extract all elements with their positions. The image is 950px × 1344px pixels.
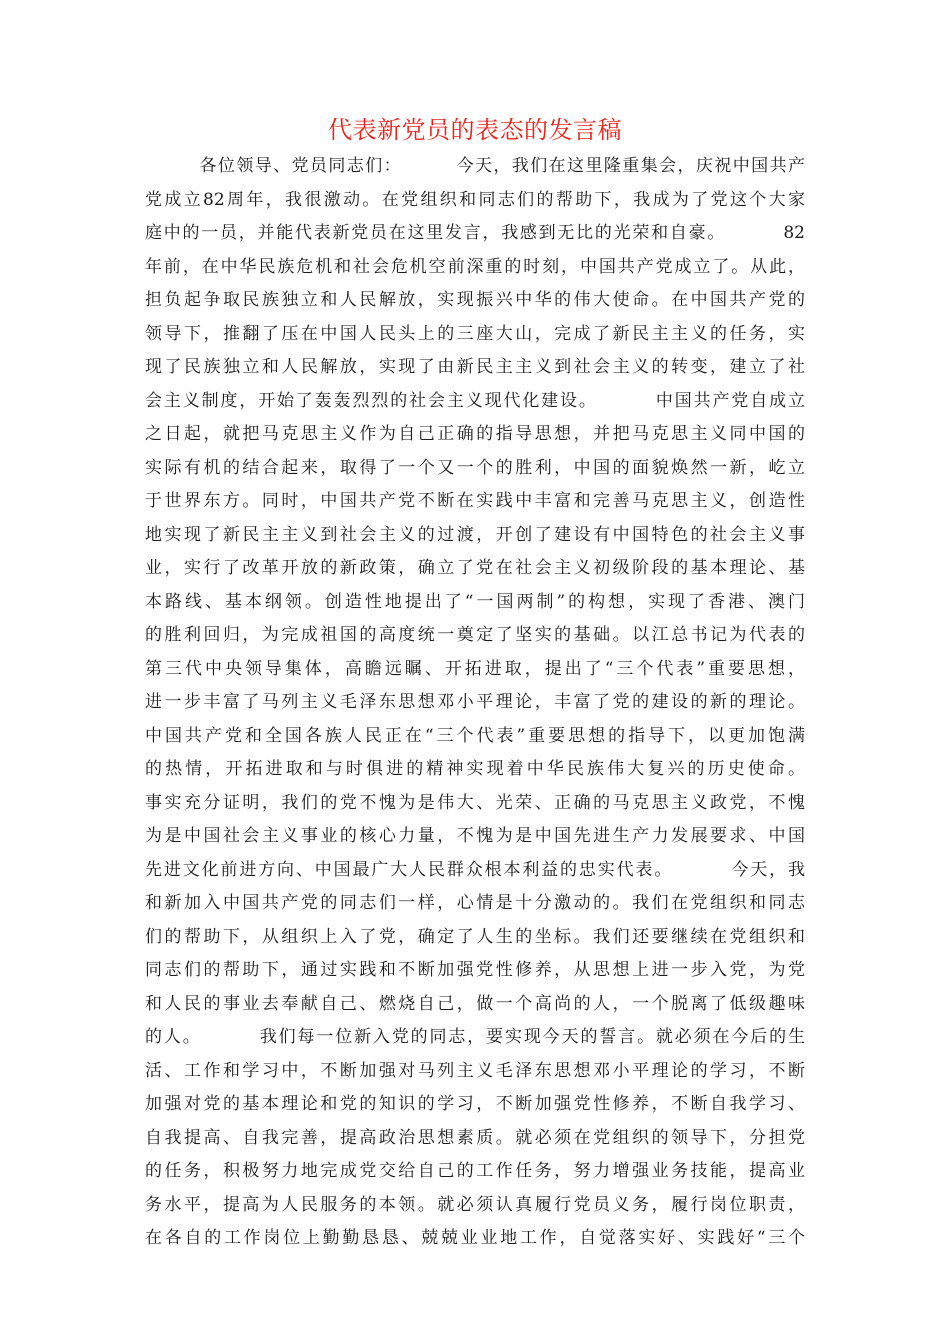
body-line: 各位领导、党员同志们： 今天，我们在这里隆重集会，庆祝中国共产 [145,156,805,176]
body-line: 和新加入中国共产党的同志们一样，心情是十分激动的。我们在党组织和同志 [145,893,805,913]
body-line: 为是中国社会主义事业的核心力量，不愧为是中国先进生产力发展要求、中国 [145,826,805,846]
body-line: 在各自的工作岗位上勤勤恳恳、兢兢业业地工作，自觉落实好、实践好“三个 [145,1228,805,1248]
body-line: 进一步丰富了马列主义毛泽东思想邓小平理论，丰富了党的建设的新的理论。 [145,692,805,712]
body-line: 会主义制度，开始了轰轰烈烈的社会主义现代化建设。 中国共产党自成立 [145,390,805,411]
body-line: 于世界东方。同时，中国共产党不断在实践中丰富和完善马克思主义，创造性 [145,491,805,511]
body-line: 之日起，就把马克思主义作为自己正确的指导思想，并把马克思主义同中国的 [145,424,805,444]
body-line: 现了民族独立和人民解放，实现了由新民主主义到社会主义的转变，建立了社 [145,357,805,377]
body-line: 的热情，开拓进取和与时俱进的精神实现着中华民族伟大复兴的历史使命。 [145,759,805,779]
body-line: 第三代中央领导集体，高瞻远瞩、开拓进取，提出了“三个代表”重要思想， [145,658,805,679]
body-line: 务水平，提高为人民服务的本领。就必须认真履行党员义务，履行岗位职责， [145,1194,805,1215]
body-line: 同志们的帮助下，通过实践和不断加强党性修养，从思想上进一步入党，为党 [145,960,805,980]
body-line: 自我提高、自我完善，提高政治思想素质。就必须在党组织的领导下，分担党 [145,1127,805,1148]
body-line: 加强对党的基本理论和党的知识的学习，不断加强党性修养，不断自我学习、 [145,1094,805,1114]
body-line: 领导下，推翻了压在中国人民头上的三座大山，完成了新民主主义的任务，实 [145,323,805,344]
body-line: 的胜利回归，为完成祖国的高度统一奠定了坚实的基础。以江总书记为代表的 [145,625,805,645]
body-line: 担负起争取民族独立和人民解放，实现振兴中华的伟大使命。在中国共产党的 [145,290,805,310]
body-line: 中国共产党和全国各族人民正在“三个代表”重要思想的指导下，以更加饱满 [145,725,805,746]
body-line: 实际有机的结合起来，取得了一个又一个的胜利，中国的面貌焕然一新，屹立 [145,457,805,478]
body-line: 的人。 我们每一位新入党的同志，要实现今天的誓言。就必须在今后的生 [145,1027,805,1047]
body-line: 们的帮助下，从组织上入了党，确定了人生的坐标。我们还要继续在党组织和 [145,926,805,947]
body-line: 事实充分证明，我们的党不愧为是伟大、光荣、正确的马克思主义政党，不愧 [145,792,805,813]
document-title: 代表新党员的表态的发言稿 [328,116,622,144]
body-line: 业，实行了改革开放的新政策，确立了党在社会主义初级阶段的基本理论、基 [145,558,805,578]
body-line: 党成立82周年，我很激动。在党组织和同志们的帮助下，我成为了党这个大家 [145,189,805,210]
body-line: 地实现了新民主主义到社会主义的过渡，开创了建设有中国特色的社会主义事 [145,524,805,545]
document-body [145,150,805,1256]
body-line: 的任务，积极努力地完成党交给自己的工作任务，努力增强业务技能，提高业 [145,1161,805,1181]
body-line: 年前，在中华民族危机和社会危机空前深重的时刻，中国共产党成立了。从此， [145,256,805,277]
body-line: 本路线、基本纲领。创造性地提出了“一国两制”的构想，实现了香港、澳门 [145,591,805,612]
body-line: 活、工作和学习中，不断加强对马列主义毛泽东思想邓小平理论的学习，不断 [145,1060,805,1081]
body-line: 庭中的一员，并能代表新党员在这里发言，我感到无比的光荣和自豪。 82 [145,223,805,243]
body-line: 和人民的事业去奉献自己、燃烧自己，做一个高尚的人，一个脱离了低级趣味 [145,993,805,1014]
body-line: 先进文化前进方向、中国最广大人民群众根本利益的忠实代表。 今天，我 [145,859,805,880]
